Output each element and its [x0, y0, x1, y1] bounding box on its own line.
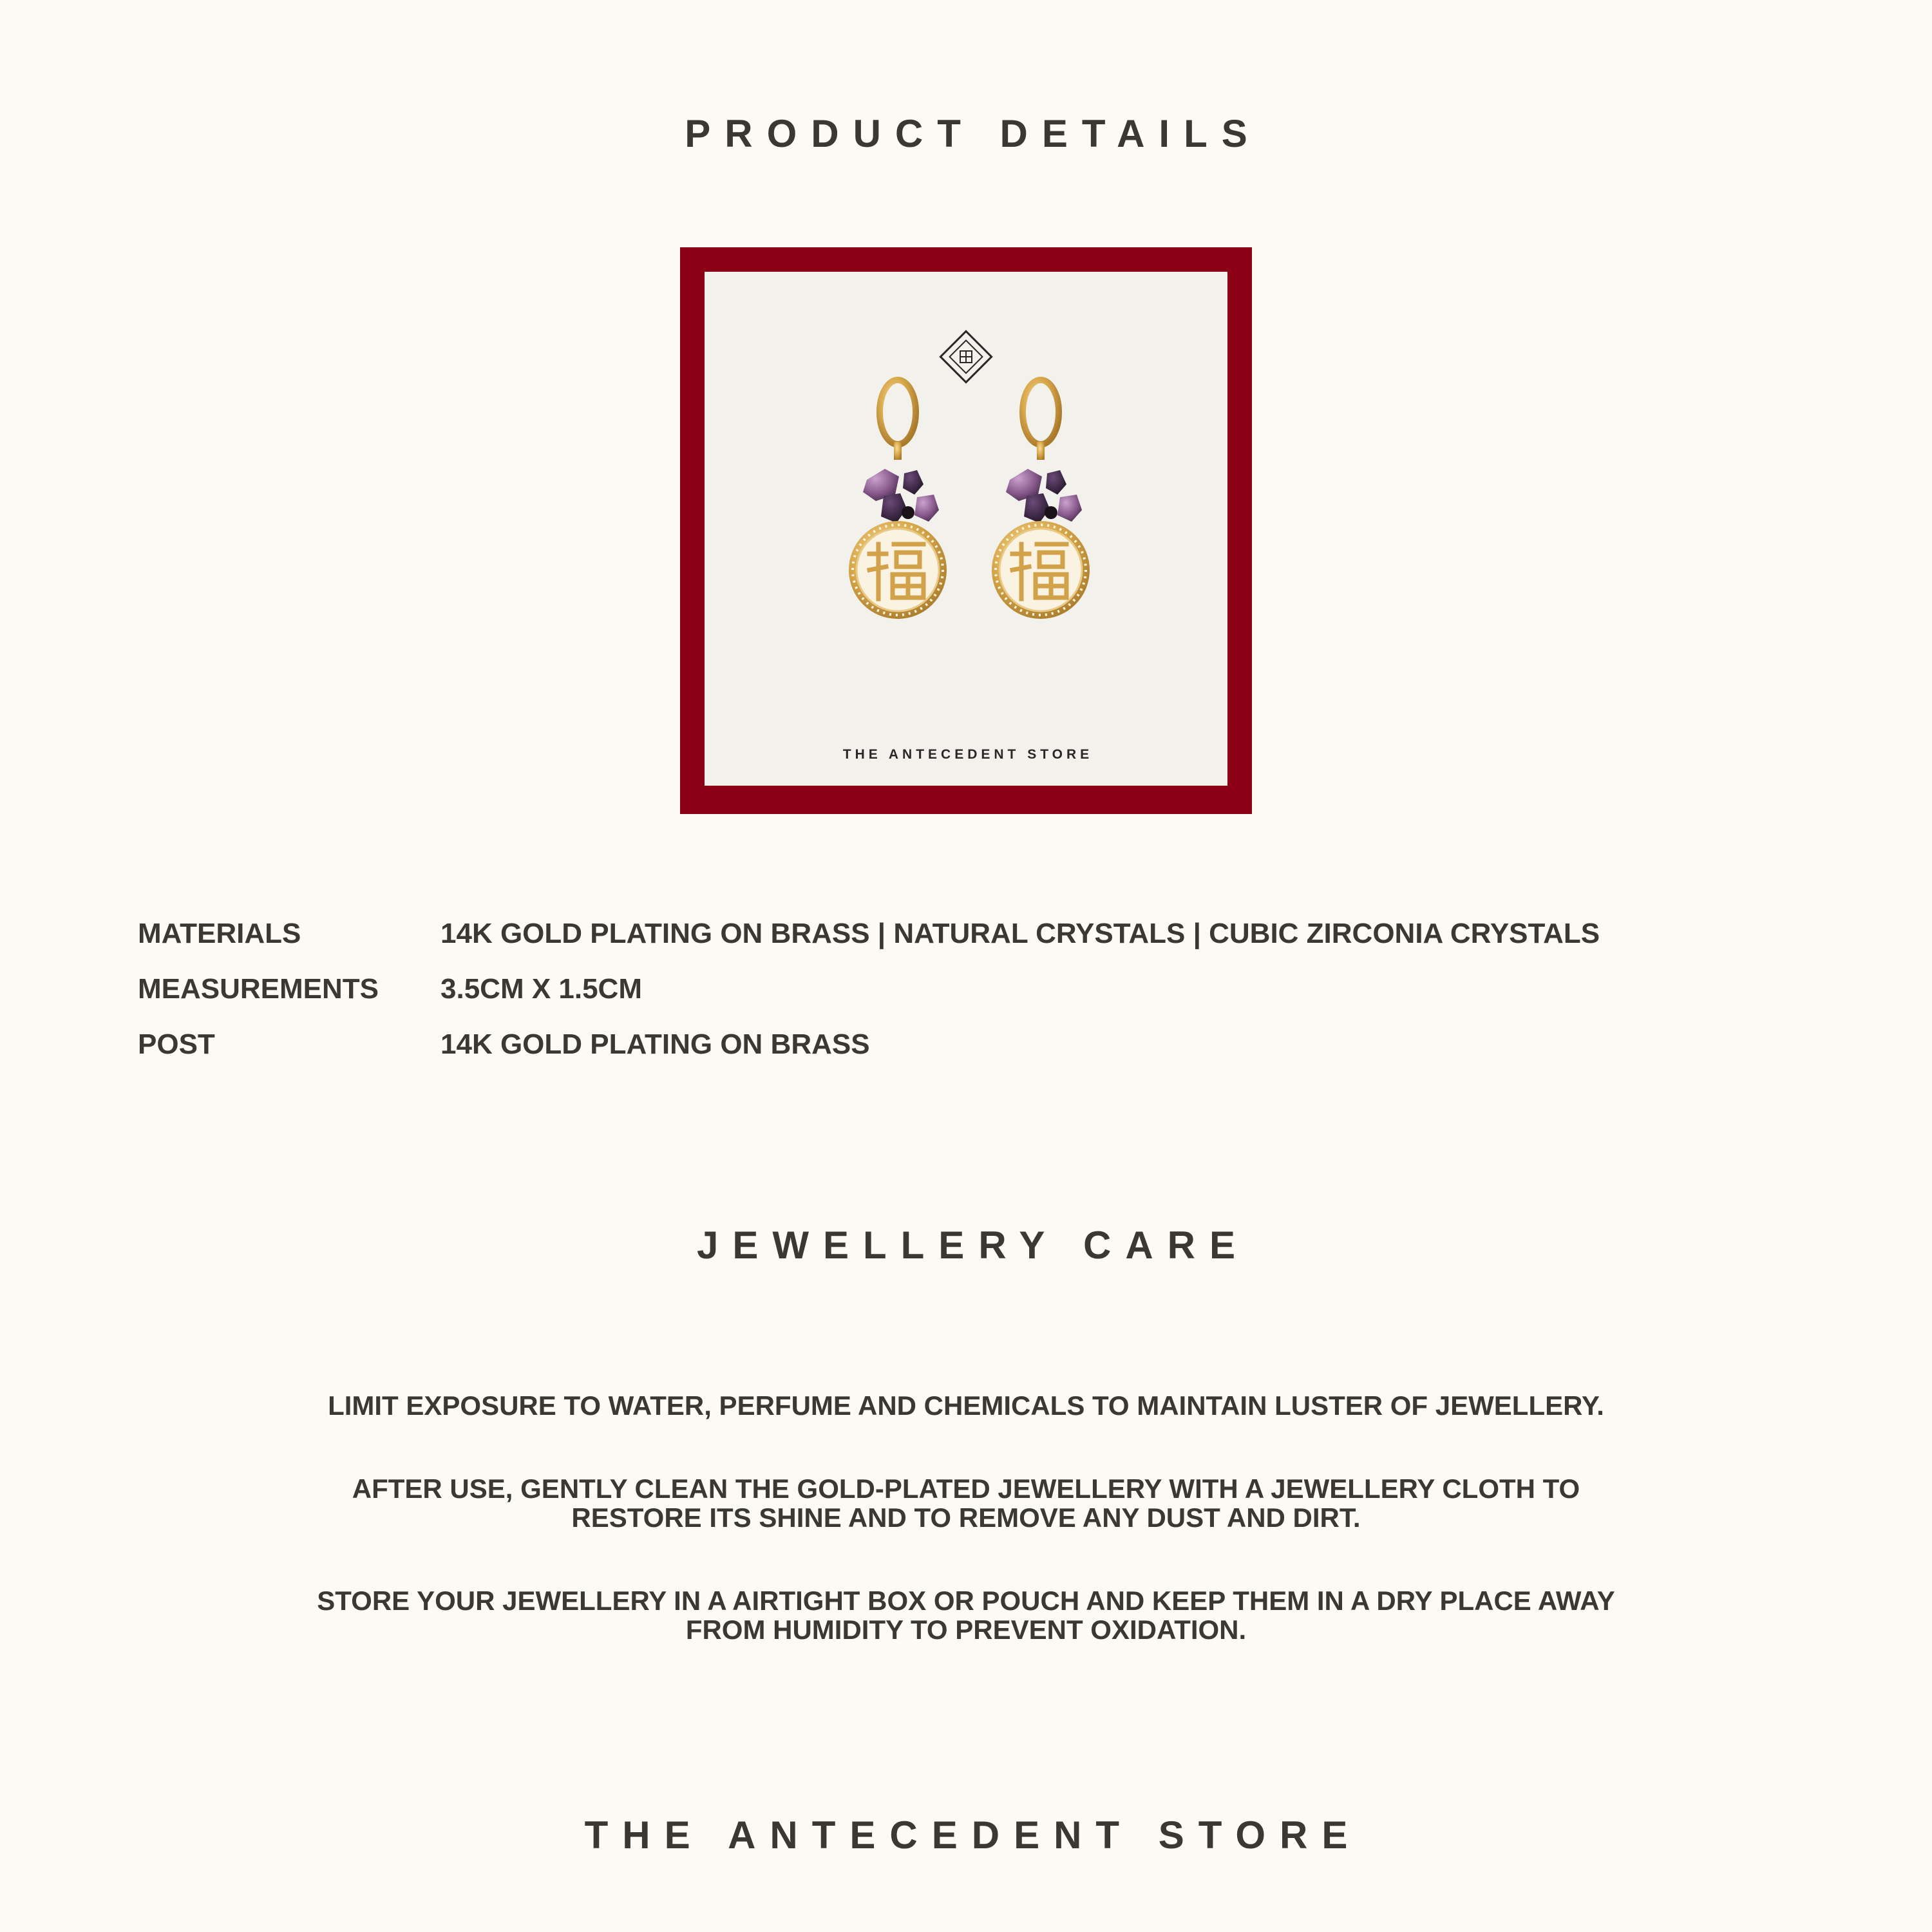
detail-row-post	[138, 1025, 1812, 1081]
detail-value: 14K GOLD PLATING ON BRASS | NATURAL CRYSTALS | CUBIC ZIRCONIA CRYSTALS	[440, 918, 1600, 949]
detail-label: MEASUREMENTS	[138, 973, 379, 1005]
footer-brand: THE ANTECEDENT STORE	[584, 1814, 1362, 1857]
care-instructions	[0, 1391, 1932, 1644]
product-details-heading: PRODUCT DETAILS	[685, 112, 1262, 155]
product-details-table	[138, 914, 1812, 1081]
jewellery-care-heading: JEWELLERY CARE	[696, 1224, 1250, 1267]
earrings-illustration	[705, 272, 1227, 786]
detail-row-measurements	[138, 970, 1812, 1025]
detail-value: 3.5CM X 1.5CM	[440, 973, 642, 1005]
detail-label: POST	[138, 1028, 215, 1060]
detail-label: MATERIALS	[138, 918, 301, 949]
brand-emblem-icon	[940, 331, 991, 382]
card-store-name: THE ANTECEDENT STORE	[842, 747, 1094, 762]
product-photo	[705, 272, 1227, 786]
detail-row-materials	[138, 914, 1812, 970]
care-item: AFTER USE, GENTLY CLEAN THE GOLD-PLATED JEWELLERY WITH A JEWELLERY CLOTH TO RESTORE ITS SHINE AND TO REMOVE ANY DUST AND DIRT.	[352, 1473, 1580, 1533]
detail-value: 14K GOLD PLATING ON BRASS	[440, 1028, 870, 1060]
care-item: STORE YOUR JEWELLERY IN A AIRTIGHT BOX OR POUCH AND KEEP THEM IN A DRY PLACE AWAY FROM HUMIDITY TO PREVENT OXIDATION.	[317, 1586, 1615, 1645]
care-item: LIMIT EXPOSURE TO WATER, PERFUME AND CHEMICALS TO MAINTAIN LUSTER OF JEWELLERY.	[328, 1390, 1604, 1421]
product-image-card	[680, 247, 1252, 814]
